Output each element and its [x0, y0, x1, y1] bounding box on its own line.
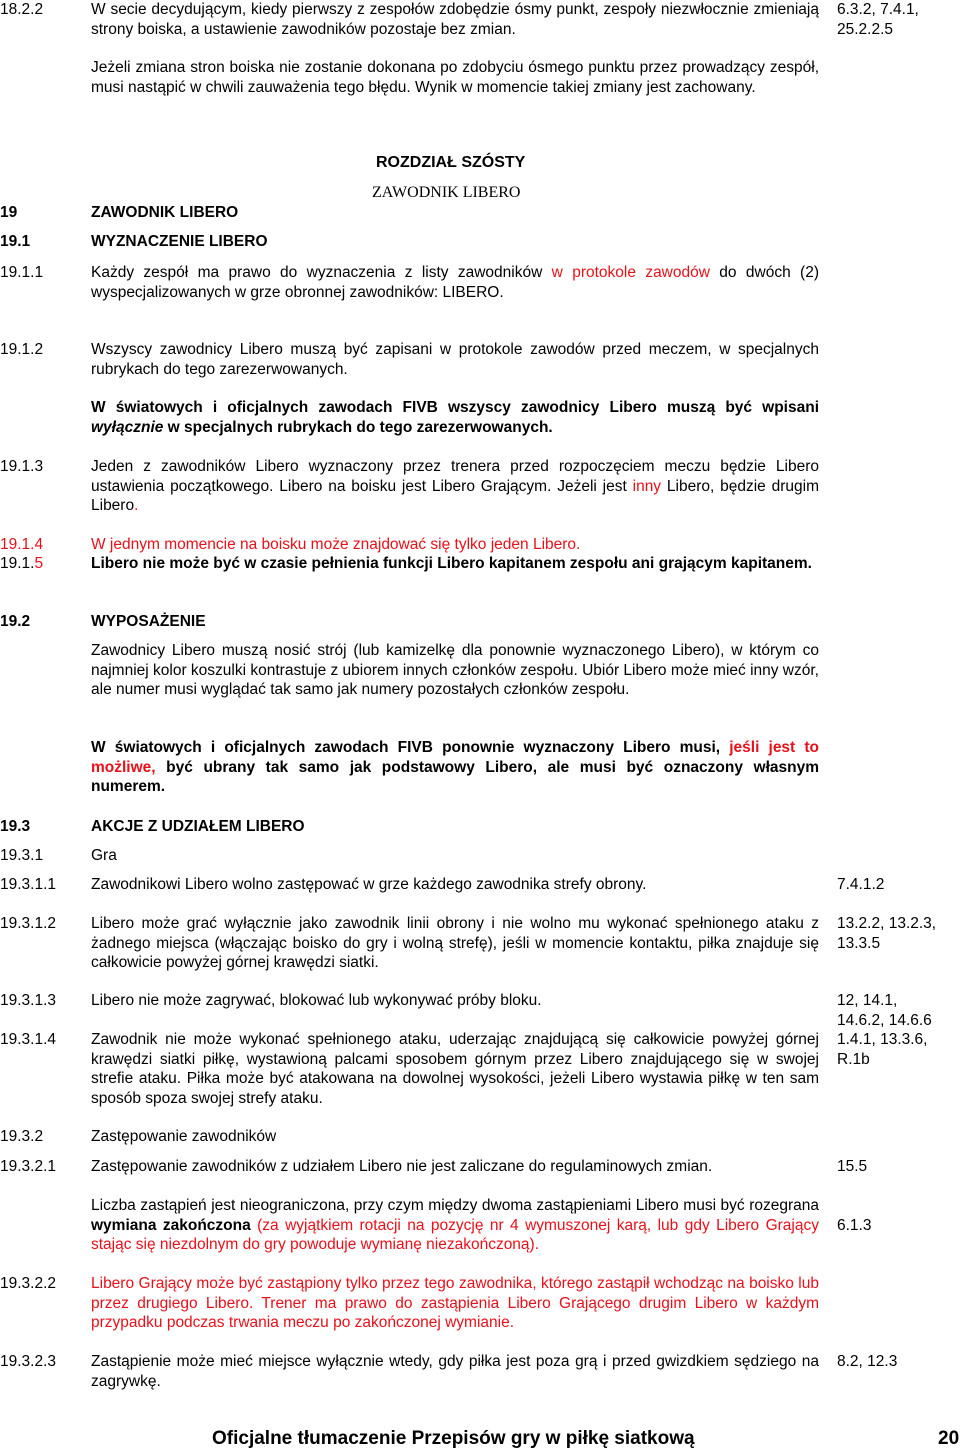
fivb-note: W światowych i oficjalnych zawodach FIVB wszyscy zawodnicy Libero muszą być wpisani wyłącznie w specjalnych rubrykach do tego zarezerwowanych.: [91, 399, 819, 436]
rule-number: 19.3.1.2: [0, 915, 57, 932]
subsection-number: 19.3.1: [0, 847, 44, 864]
rule-reference: 6.1.3: [837, 1217, 872, 1234]
rule-number: 19.1.3: [0, 458, 44, 475]
rule-text: Zawodnikowi Libero wolno zastępować w grze każdego zawodnika strefy obrony.: [91, 876, 647, 893]
rule-number: 19.3.2.3: [0, 1353, 57, 1370]
section-number: 19: [0, 204, 18, 221]
rule-number: 19.3.1.3: [0, 992, 57, 1009]
rule-number: 19.3.1.4: [0, 1031, 57, 1048]
rule-text: W secie decydującym, kiedy pierwszy z zespołów zdobędzie ósmy punkt, zespoły niezwłocznie zmieniają strony boiska, a ustawienie zawodników pozostaje bez zmian.: [91, 1, 819, 38]
section-title: AKCJE Z UDZIAŁEM LIBERO: [91, 818, 305, 835]
rule-text: Libero nie może być w czasie pełnienia funkcji Libero kapitanem zespołu ani grającym kapitanem.: [91, 555, 812, 572]
rule-text: Libero nie może zagrywać, blokować lub wykonywać próby bloku.: [91, 992, 542, 1009]
rule-text: Jeden z zawodników Libero wyznaczony przez trenera przed rozpoczęciem meczu będzie Libero ustawienia początkowego. Libero na boisku jest Libero Grającym. Jeżeli jest inny Libero, będzie drugim Libero.: [91, 458, 819, 514]
rule-text: Wszyscy zawodnicy Libero muszą być zapisani w protokole zawodów przed meczem, w specjalnych rubrykach do tego zarezerwowanych.: [91, 341, 819, 378]
section-title: WYZNACZENIE LIBERO: [91, 233, 268, 250]
subsection-title: Gra: [91, 847, 117, 864]
rule-number: 19.3.1.1: [0, 876, 57, 893]
paragraph: Jeżeli zmiana stron boiska nie zostanie dokonana po zdobyciu ósmego punktu przez prowadzący zespół, musi nastąpić w chwili zauważenia tego błędu. Wynik w momencie takiej zmiany jest zachowany.: [91, 59, 819, 96]
rule-reference: 15.5: [837, 1158, 868, 1175]
section-number: 19.1: [0, 233, 31, 250]
paragraph: Zawodnicy Libero muszą nosić strój (lub kamizelkę dla ponownie wyznaczonego Libero), w którym co najmniej kolor koszulki kontrastuje z ubiorem innych członków zespołu. Ubiór Libero może mieć inny wzór, ale numer musi wyglądać tak samo jak numery pozostałych członków zespołu.: [91, 642, 819, 698]
rule-reference: 8.2, 12.3: [837, 1353, 898, 1370]
page-number: 20: [938, 1428, 960, 1449]
section-title: ZAWODNIK LIBERO: [91, 204, 239, 221]
chapter-subtitle: ZAWODNIK LIBERO: [372, 184, 521, 201]
rule-text: Zastępowanie zawodników z udziałem Libero nie jest zaliczane do regulaminowych zmian.: [91, 1158, 713, 1175]
rule-text: Zastąpienie może mieć miejsce wyłącznie wtedy, gdy piłka jest poza grą i przed gwizdkiem sędziego na zagrywkę.: [91, 1353, 819, 1390]
subsection-title: Zastępowanie zawodników: [91, 1128, 277, 1145]
subsection-number: 19.3.2: [0, 1128, 44, 1145]
rule-number: 19.1.1: [0, 264, 44, 281]
rule-text: Zawodnik nie może wykonać spełnionego ataku, uderzając znajdującą się całkowicie powyżej górnej krawędzi siatki piłkę, wystawioną palcami sposobem górnym przez Libero znajdującego się w swojej strefie ataku. Piłka może być atakowana na dowolnej wysokości, jeżeli Libero wystawia piłkę w ten sam sposób spoza swojej strefy ataku.: [91, 1031, 819, 1107]
rule-number: 19.3.2.2: [0, 1275, 57, 1292]
section-title: WYPOSAŻENIE: [91, 613, 206, 630]
rule-number: 19.3.2.1: [0, 1158, 57, 1175]
rule-reference: 6.3.2, 7.4.1, 25.2.2.5: [837, 1, 919, 38]
fivb-note: W światowych i oficjalnych zawodach FIVB ponownie wyznaczony Libero musi, jeśli jest to możliwe, być ubrany tak samo jak podstawowy Libero, ale musi być oznaczony własnym numerem.: [91, 739, 819, 795]
footer-title: Oficjalne tłumaczenie Przepisów gry w piłkę siatkową: [212, 1428, 695, 1449]
rule-number: 19.1.2: [0, 341, 44, 358]
rule-text: Każdy zespół ma prawo do wyznaczenia z listy zawodników w protokole zawodów do dwóch (2) wyspecjalizowanych w grze obronnej zawodników: LIBERO.: [91, 264, 819, 301]
rule-reference: 13.2.2, 13.2.3, 13.3.5: [837, 915, 937, 952]
section-number: 19.3: [0, 818, 31, 835]
section-number: 19.2: [0, 613, 31, 630]
rule-number: 19.1.4: [0, 536, 44, 553]
rule-number: 19.1.5: [0, 555, 44, 572]
rule-text: W jednym momencie na boisku może znajdować się tylko jeden Libero.: [91, 536, 581, 553]
rule-reference: 7.4.1.2: [837, 876, 885, 893]
paragraph: Liczba zastąpień jest nieograniczona, przy czym między dwoma zastąpieniami Libero musi być rozegrana wymiana zakończona (za wyjątkiem rotacji na pozycję nr 4 wymuszonej karą, lub gdy Libero Grający stając się niezdolnym do gry powoduje wymianę niezakończoną).: [91, 1197, 819, 1253]
rule-text: Libero może grać wyłącznie jako zawodnik linii obrony i nie wolno mu wykonać spełnionego ataku z żadnego miejsca (włączając boisko do gry i wolną strefę), jeśli w momencie kontaktu, piłka znajduje się całkowicie powyżej górnej krawędzi siatki.: [91, 915, 819, 971]
chapter-title: ROZDZIAŁ SZÓSTY: [376, 154, 526, 171]
rule-number: 18.2.2: [0, 1, 44, 18]
rule-text: Libero Grający może być zastąpiony tylko przez tego zawodnika, którego zastąpił wchodząc na boisko lub przez drugiego Libero. Trener ma prawo do zastąpienia Libero Grającego drugim Libero w każdym przypadku podczas trwania meczu po zakończonej wymianie.: [91, 1275, 819, 1331]
rule-reference: 12, 14.1, 14.6.2, 14.6.6 1.4.1, 13.3.6, R.1b: [837, 992, 932, 1068]
